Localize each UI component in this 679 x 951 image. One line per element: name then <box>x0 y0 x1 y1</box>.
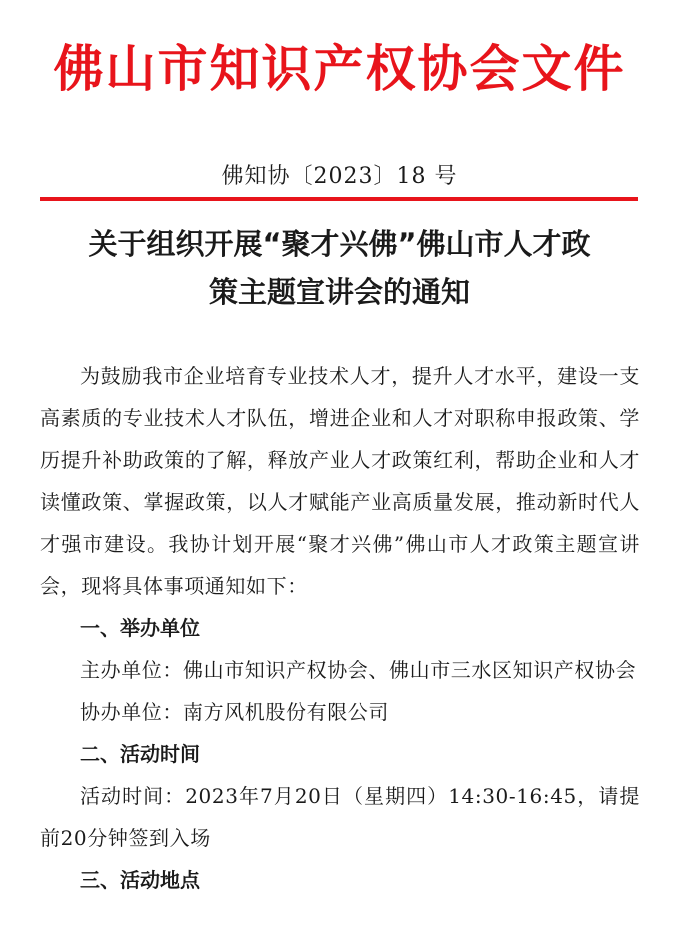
time-paragraph: 活动时间：2023年7月20日（星期四）14:30-16:45，请提前20分钟签到入场 <box>40 784 640 850</box>
document-title <box>30 220 649 316</box>
document-masthead: 佛山市知识产权协会文件 <box>53 40 626 98</box>
section-heading-time: 二、活动时间 <box>80 742 200 766</box>
intro-paragraph: 为鼓励我市企业培育专业技术人才，提升人才水平，建设一支高素质的专业技术人才队伍，增进企业和人才对职称申报政策、学历提升补助政策的了解，释放产业人才政策红利，帮助企业和人才读懂政策、掌握政策，以人才赋能产业高质量发展，推动新时代人才强市建设。我协计划开展“聚才兴佛”佛山市人才政策主题宣讲会，现将具体事项通知如下： <box>40 364 640 598</box>
document-title-line-2: 策主题宣讲会的通知 <box>208 275 470 309</box>
section-heading-location: 三、活动地点 <box>80 868 200 892</box>
document-body <box>40 355 640 901</box>
section-heading-organizers: 一、举办单位 <box>80 616 200 640</box>
co-organizer-paragraph: 协办单位：南方风机股份有限公司 <box>80 700 389 724</box>
red-divider-line <box>40 197 638 201</box>
organizer-paragraph: 主办单位：佛山市知识产权协会、佛山市三水区知识产权协会 <box>80 658 637 682</box>
document-number: 佛知协〔2023〕18 号 <box>221 164 458 189</box>
document-title-line-1: 关于组织开展“聚才兴佛”佛山市人才政 <box>88 227 591 261</box>
